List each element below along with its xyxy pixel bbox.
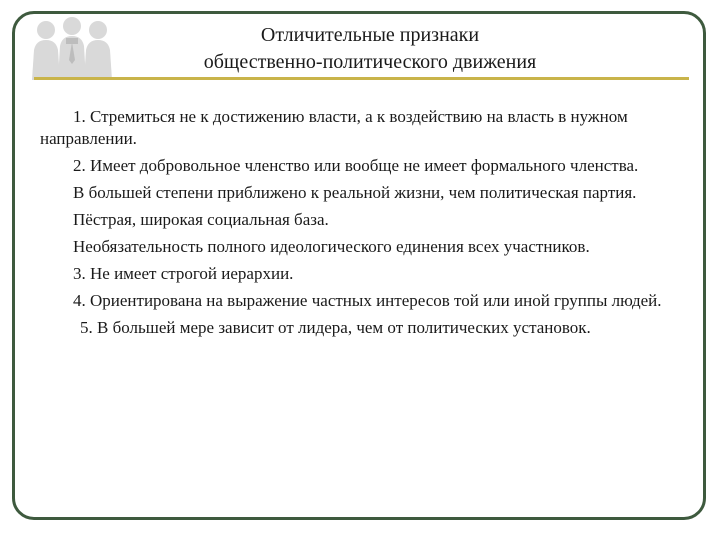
list-item: Необязательность полного идеологического единения всех участников.	[73, 237, 590, 256]
list-item: 5. В большей мере зависит от лидера, чем от политических установок.	[80, 318, 591, 337]
people-silhouettes-icon	[28, 16, 128, 80]
list-item: 1. Стремиться не к достижению власти, а к воздействию на власть в нужном направлении.	[40, 107, 628, 148]
title-line-2: общественно-политического движения	[203, 51, 537, 73]
list-item: 3. Не имеет строгой иерархии.	[73, 264, 294, 283]
list-item: Пёстрая, широкая социальная база.	[73, 210, 329, 229]
slide-title	[150, 22, 590, 76]
list-item: 2. Имеет добровольное членство или вообще не имеет формального членства.	[73, 156, 639, 175]
title-underline	[34, 77, 689, 80]
features-list	[40, 106, 678, 344]
list-item: В большей степени приближено к реальной жизни, чем политическая партия.	[73, 183, 637, 202]
list-item: 4. Ориентирована на выражение частных интересов той или иной группы людей.	[73, 291, 662, 310]
title-line-1: Отличительные признаки	[260, 24, 480, 46]
